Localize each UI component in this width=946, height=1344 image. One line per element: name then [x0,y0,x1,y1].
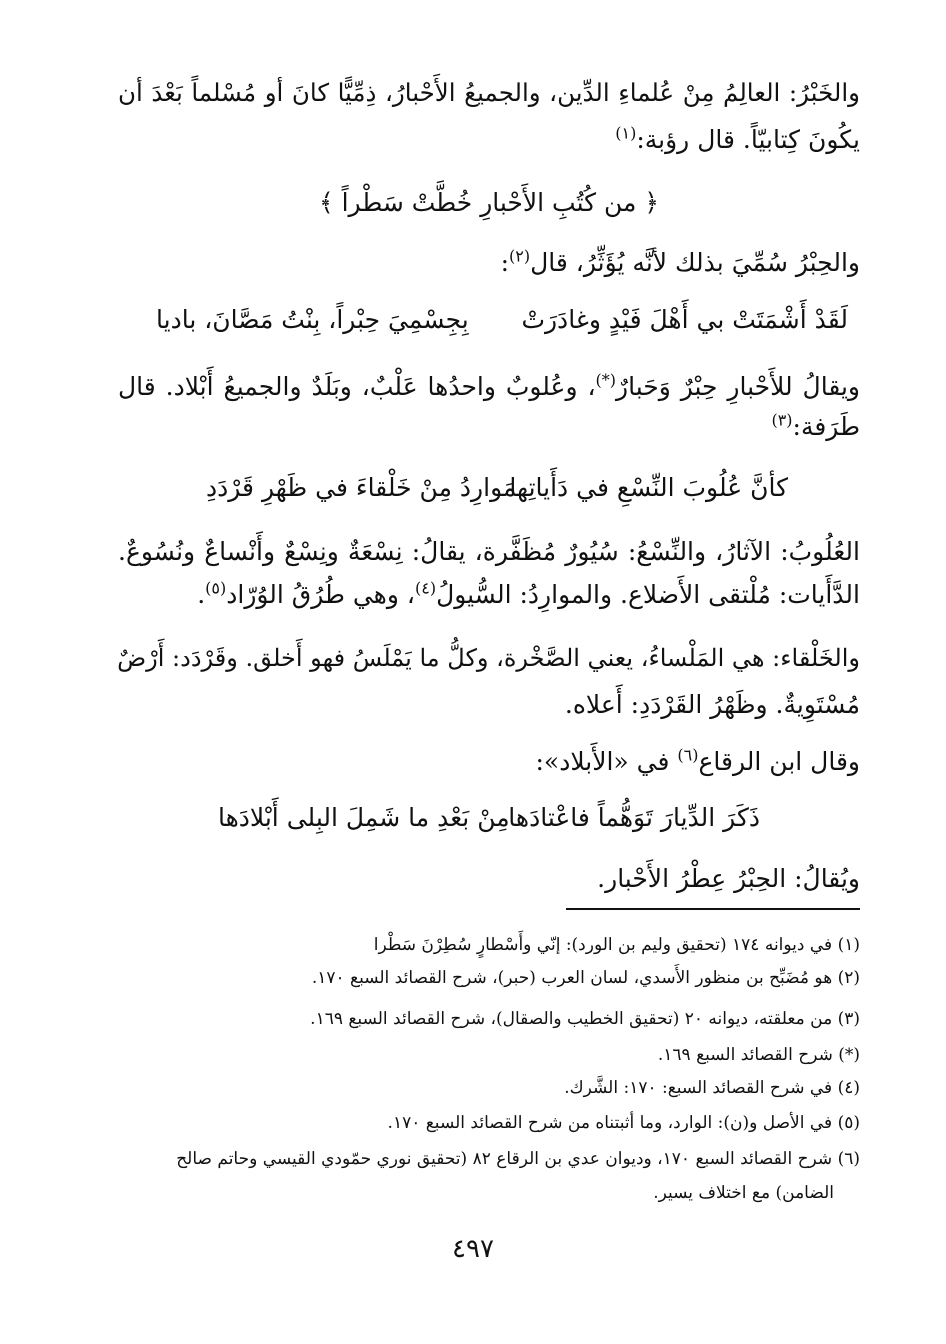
footnote-ref: (٣) [771,410,793,430]
verse-line: ﴿ من كُتُبِ الأَحْبارِ خُطَّتْ سَطْراً ﴾ [319,188,659,217]
verse-hemistich-first: لَقَدْ أَشْمَتَتْ بي أَهْلَ فَيْدٍ وغادَرَتْ [521,305,848,334]
verse-hemistich-second: مَوارِدُ مِنْ خَلْقاءَ في ظَهْرِ قَرْدَدِ [206,473,517,502]
verse-hemistich-second: بِجِسْمِيَ حِبْراً، بِنْتُ مَصَّانَ، باديا [156,305,469,334]
paragraph-line: والخَلْقاء: هي المَلْساءُ، يعني الصَّخْرة، وكلُّ ما يَمْلَسُ فهو أَخلق. وقَرْدَد: أَرْضٌ [117,644,860,672]
paragraph-line: العُلُوبُ: الآثارُ، والنِّسْعُ: سُيُورٌ مُظَفَّرة، يقالُ: نِسْعَةٌ ونِسْعٌ وأَنْساعٌ ونُسُوعٌ. [118,537,860,566]
page-number: ٤٩٧ [452,1234,494,1264]
verse-hemistich-first: كأنَّ عُلُوبَ النِّسْعِ في دَأَياتِها [509,473,788,502]
verse-couplet [0,305,946,345]
footnote: (٥) في الأصل و(ن): الوارد، وما أثبتناه من شرح القصائد السبع ١٧٠. [387,1113,860,1133]
footnote: (١) في ديوانه ١٧٤ (تحقيق وليم بن الورد): إنّي وأَسْطارٍ سُطِرْنَ سَطْرا [373,935,860,955]
paragraph-line: الدَّأَيات: مُلْتقى الأَضلاع. والموارِدُ: السُّيولُ$^{(٤)}$، وهي طُرُقُ الوُرّاد$^{(٥)}$. [197,578,860,609]
footnote: (*) شرح القصائد السبع ١٦٩. [657,1045,860,1065]
paragraph-line: والخَبْرُ: العالِمُ مِنْ عُلماءِ الدِّين، والجميعُ الأَحْبارُ، ذِمِّيًّا كانَ أو مُسْلماً بَعْدَ أن [118,78,860,107]
footnote: (٢) هو مُضَبِّح بن منظور الأَسدي، لسان العرب (حبر)، شرح القصائد السبع ١٧٠. [311,968,860,988]
verse-hemistich-second: مِنْ بَعْدِ ما شَمِلَ البِلى أَبْلادَها [218,803,510,832]
footnote-ref: (٦) [677,745,699,765]
footnote-ref: (٥) [205,578,227,598]
footnote-ref: (١) [615,123,637,143]
footnote: (٣) من معلقته، ديوانه ٢٠ (تحقيق الخطيب والصقال)، شرح القصائد السبع ١٦٩. [310,1009,860,1029]
footnote: الضامن) مع اختلاف يسير. [653,1183,834,1203]
paragraph-line: طَرَفة:$^{(٣)}$ [771,410,860,441]
footnote: (٦) شرح القصائد السبع ١٧٠، وديوان عدي بن الرقاع ٨٢ (تحقيق نوري حمّودي القيسي وحاتم صالح [176,1149,860,1169]
footnote-ref: (٢) [509,246,531,266]
footnote: (٤) في شرح القصائد السبع: ١٧٠: الشَّرك. [564,1078,860,1098]
footnote-separator [566,908,860,910]
footnote-ref: (٤) [414,578,437,598]
verse-couplet [0,473,946,513]
verse-couplet [0,803,946,843]
paragraph-line: مُسْتَوِيةٌ. وظَهْرُ القَرْدَدِ: أَعلاه. [564,690,860,719]
paragraph-line: والحِبْرُ سُمِّيَ بذلك لأنَّه يُؤَثِّرُ، قال$^{(٢)}$: [500,246,860,277]
paragraph-line: يكُونَ كِتابيّاً. قال رؤبة:$^{(١)}$ [615,123,860,154]
verse-hemistich-first: ذَكَرَ الدِّيارَ تَوَهُّماً فاعْتادَها [508,803,760,832]
paragraph-line: ويُقالُ: الحِبْرُ عِطْرُ الأَحْبار. [597,864,860,893]
paragraph-line: ويقالُ للأَحْبارِ حِبْرٌ وَحَبارٌ(*)، وعُلوبٌ واحدُها عَلْبٌ، وبَلَدٌ والجميعُ أَبْلاد. قال [118,370,860,401]
paragraph-line: وقال ابن الرقاع$^{(٦)}$ في «الأَبلاد»: [535,745,860,776]
footnote-ref: (*) [595,370,617,390]
